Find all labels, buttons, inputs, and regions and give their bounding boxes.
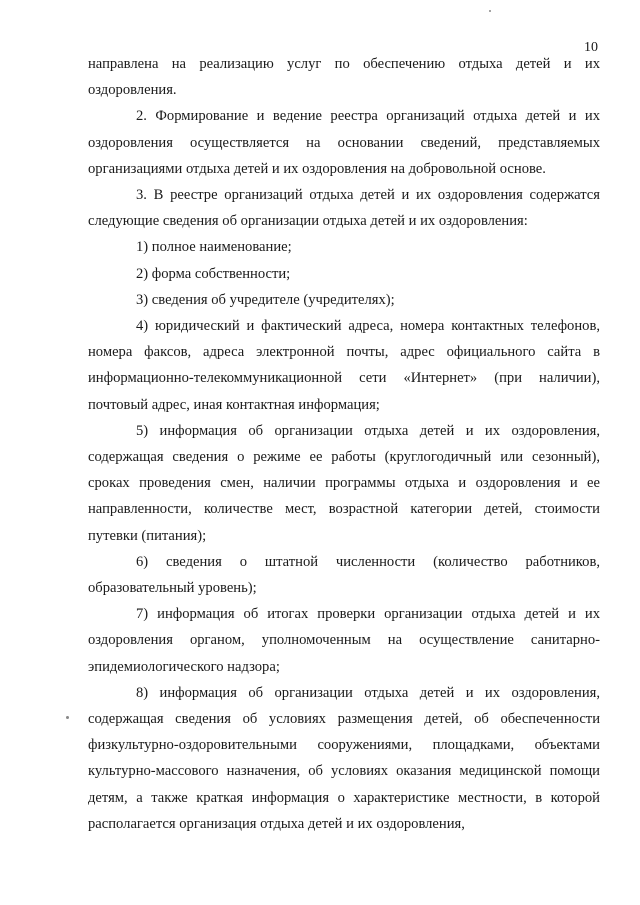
scan-speck xyxy=(66,716,69,719)
scan-speck xyxy=(489,10,491,12)
list-item-4: 4) юридический и фактический адреса, номера контактных телефонов, номера факсов, адреса электронной почты, адрес официального сайта в информационно-телекоммуникационной сети «Интернет» (при наличии), почтовый адрес, иная контактная информация; xyxy=(88,318,600,413)
list-item-3: 3) сведения об учредителе (учредителях); xyxy=(136,291,395,308)
paragraph-2: 2. Формирование и ведение реестра организаций отдыха детей и их оздоровления осуществляется на основании сведений, представляемых организациями отдыха детей и их оздоровления на добровольной основе. xyxy=(88,108,600,177)
list-item-6: 6) сведения о штатной численности (количество работников, образовательный уровень); xyxy=(88,553,600,597)
list-item-7: 7) информация об итогах проверки организации отдыха детей и их оздоровления органом, уполномоченным на осуществление санитарно-эпидемиологического надзора; xyxy=(88,606,600,675)
paragraph-3: 3. В реестре организаций отдыха детей и их оздоровления содержатся следующие сведения об организации отдыха детей и их оздоровления: xyxy=(88,187,600,230)
paragraph-continuation: направлена на реализацию услуг по обеспечению отдыха детей и их оздоровления. xyxy=(88,56,600,99)
page-number: 10 xyxy=(584,40,598,55)
list-item-8: 8) информация об организации отдыха детей и их оздоровления, содержащая сведения об условиях размещения детей, об обеспеченности физкультурно-оздоровительными сооружениями, площадками, объектами культурно-массового назначения, об условиях оказания медицинской помощи детям, а также краткая информация о характеристике местности, в которой располагается организация отдыха детей и их оздоровления, xyxy=(88,684,600,832)
list-item-1: 1) полное наименование; xyxy=(136,239,292,256)
list-item-2: 2) форма собственности; xyxy=(136,265,291,282)
list-item-5: 5) информация об организации отдыха детей и их оздоровления, содержащая сведения о режиме ее работы (круглогодичный или сезонный), сроках проведения смен, наличии программы отдыха и оздоровления и ее направленности, количестве мест, возрастной категории детей, стоимости путевки (питания); xyxy=(88,422,600,544)
document-body xyxy=(88,51,600,837)
